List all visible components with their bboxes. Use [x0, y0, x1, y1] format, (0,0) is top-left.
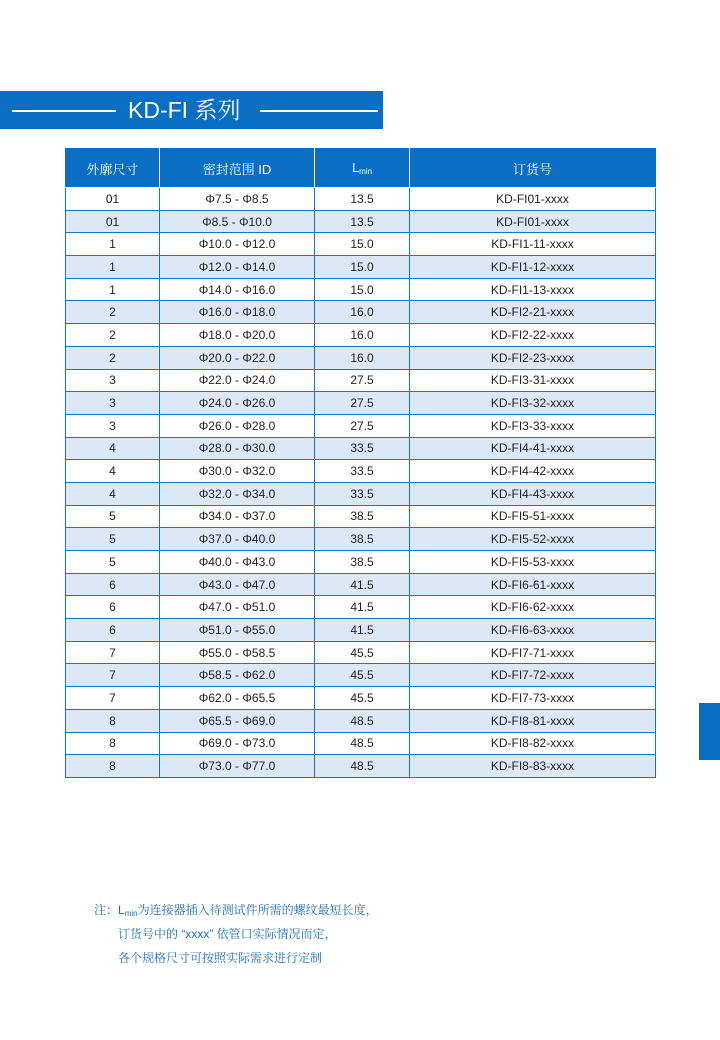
cell-seal-range: Φ47.0 - Φ51.0 [160, 596, 315, 619]
cell-lmin: 41.5 [315, 619, 410, 642]
table-header-row [66, 149, 656, 188]
cell-seal-range: Φ30.0 - Φ32.0 [160, 460, 315, 483]
cell-lmin: 33.5 [315, 482, 410, 505]
header-seal-range: 密封范围 ID [160, 149, 315, 188]
table-row [66, 755, 656, 778]
table-row [66, 414, 656, 437]
table-row [66, 437, 656, 460]
note-line-3: 各个规格尺寸可按照实际需求进行定制 [118, 951, 323, 965]
header-lmin-sub: min [359, 167, 373, 176]
cell-order-number: KD-FI8-81-xxxx [410, 709, 656, 732]
cell-seal-range: Φ55.0 - Φ58.5 [160, 641, 315, 664]
cell-lmin: 38.5 [315, 528, 410, 551]
cell-seal-range: Φ58.5 - Φ62.0 [160, 664, 315, 687]
table-row [66, 188, 656, 211]
table-row [66, 210, 656, 233]
cell-seal-range: Φ20.0 - Φ22.0 [160, 346, 315, 369]
spec-table [65, 148, 656, 778]
cell-outer-size: 5 [66, 551, 160, 574]
cell-seal-range: Φ51.0 - Φ55.0 [160, 619, 315, 642]
cell-order-number: KD-FI1-12-xxxx [410, 256, 656, 279]
cell-outer-size: 2 [66, 324, 160, 347]
cell-outer-size: 01 [66, 188, 160, 211]
table-row [66, 596, 656, 619]
section-title-bar [0, 91, 383, 129]
note-line-2: 订货号中的 “xxxx” 依管口实际情况而定， [118, 927, 337, 941]
cell-outer-size: 1 [66, 278, 160, 301]
cell-lmin: 45.5 [315, 641, 410, 664]
cell-outer-size: 4 [66, 460, 160, 483]
cell-order-number: KD-FI01-xxxx [410, 210, 656, 233]
cell-order-number: KD-FI7-71-xxxx [410, 641, 656, 664]
cell-order-number: KD-FI2-22-xxxx [410, 324, 656, 347]
cell-order-number: KD-FI3-32-xxxx [410, 392, 656, 415]
table-row [66, 619, 656, 642]
cell-order-number: KD-FI4-42-xxxx [410, 460, 656, 483]
cell-lmin: 13.5 [315, 188, 410, 211]
cell-outer-size: 8 [66, 709, 160, 732]
cell-seal-range: Φ12.0 - Φ14.0 [160, 256, 315, 279]
cell-seal-range: Φ43.0 - Φ47.0 [160, 573, 315, 596]
cell-seal-range: Φ16.0 - Φ18.0 [160, 301, 315, 324]
cell-seal-range: Φ14.0 - Φ16.0 [160, 278, 315, 301]
cell-seal-range: Φ24.0 - Φ26.0 [160, 392, 315, 415]
cell-order-number: KD-FI8-82-xxxx [410, 732, 656, 755]
cell-outer-size: 4 [66, 482, 160, 505]
cell-order-number: KD-FI5-53-xxxx [410, 551, 656, 574]
cell-outer-size: 3 [66, 392, 160, 415]
note-rest: 为连接器插入待测试件所需的螺纹最短长度， [137, 903, 378, 917]
cell-lmin: 27.5 [315, 369, 410, 392]
section-title: KD-FI 系列 [128, 97, 241, 123]
cell-seal-range: Φ10.0 - Φ12.0 [160, 233, 315, 256]
cell-outer-size: 2 [66, 301, 160, 324]
table-row [66, 709, 656, 732]
cell-order-number: KD-FI5-51-xxxx [410, 505, 656, 528]
cell-order-number: KD-FI7-72-xxxx [410, 664, 656, 687]
table-row [66, 324, 656, 347]
cell-lmin: 15.0 [315, 256, 410, 279]
table-row [66, 551, 656, 574]
notes [94, 898, 378, 970]
table-row [66, 233, 656, 256]
cell-order-number: KD-FI6-61-xxxx [410, 573, 656, 596]
cell-seal-range: Φ69.0 - Φ73.0 [160, 732, 315, 755]
cell-lmin: 16.0 [315, 346, 410, 369]
cell-order-number: KD-FI4-41-xxxx [410, 437, 656, 460]
cell-seal-range: Φ18.0 - Φ20.0 [160, 324, 315, 347]
cell-outer-size: 2 [66, 346, 160, 369]
cell-lmin: 48.5 [315, 732, 410, 755]
cell-lmin: 41.5 [315, 573, 410, 596]
cell-lmin: 45.5 [315, 687, 410, 710]
cell-seal-range: Φ65.5 - Φ69.0 [160, 709, 315, 732]
cell-order-number: KD-FI6-62-xxxx [410, 596, 656, 619]
table-row [66, 664, 656, 687]
title-divider-left [12, 110, 116, 112]
cell-lmin: 15.0 [315, 233, 410, 256]
cell-lmin: 27.5 [315, 392, 410, 415]
cell-order-number: KD-FI7-73-xxxx [410, 687, 656, 710]
cell-lmin: 48.5 [315, 755, 410, 778]
title-divider-right [260, 110, 378, 112]
cell-seal-range: Φ37.0 - Φ40.0 [160, 528, 315, 551]
cell-outer-size: 6 [66, 573, 160, 596]
cell-seal-range: Φ40.0 - Φ43.0 [160, 551, 315, 574]
cell-outer-size: 8 [66, 755, 160, 778]
cell-seal-range: Φ26.0 - Φ28.0 [160, 414, 315, 437]
table-row [66, 528, 656, 551]
cell-order-number: KD-FI8-83-xxxx [410, 755, 656, 778]
cell-outer-size: 7 [66, 687, 160, 710]
cell-order-number: KD-FI3-31-xxxx [410, 369, 656, 392]
cell-outer-size: 7 [66, 664, 160, 687]
table-row [66, 460, 656, 483]
cell-outer-size: 1 [66, 256, 160, 279]
table-row [66, 573, 656, 596]
cell-outer-size: 8 [66, 732, 160, 755]
table-row [66, 641, 656, 664]
header-order-number: 订货号 [410, 149, 656, 188]
cell-lmin: 15.0 [315, 278, 410, 301]
cell-seal-range: Φ28.0 - Φ30.0 [160, 437, 315, 460]
cell-lmin: 38.5 [315, 551, 410, 574]
cell-outer-size: 3 [66, 369, 160, 392]
cell-lmin: 45.5 [315, 664, 410, 687]
cell-seal-range: Φ7.5 - Φ8.5 [160, 188, 315, 211]
cell-order-number: KD-FI01-xxxx [410, 188, 656, 211]
note-line-1 [94, 898, 378, 922]
side-tab-marker [699, 703, 720, 760]
cell-order-number: KD-FI5-52-xxxx [410, 528, 656, 551]
note-sub: min [124, 909, 138, 918]
cell-lmin: 48.5 [315, 709, 410, 732]
cell-outer-size: 3 [66, 414, 160, 437]
cell-lmin: 27.5 [315, 414, 410, 437]
table-row [66, 256, 656, 279]
cell-outer-size: 01 [66, 210, 160, 233]
table-body [66, 188, 656, 778]
cell-seal-range: Φ73.0 - Φ77.0 [160, 755, 315, 778]
cell-lmin: 38.5 [315, 505, 410, 528]
cell-seal-range: Φ32.0 - Φ34.0 [160, 482, 315, 505]
cell-outer-size: 6 [66, 596, 160, 619]
table-row [66, 301, 656, 324]
cell-lmin: 33.5 [315, 437, 410, 460]
cell-outer-size: 7 [66, 641, 160, 664]
table-row [66, 687, 656, 710]
cell-order-number: KD-FI1-11-xxxx [410, 233, 656, 256]
cell-order-number: KD-FI2-23-xxxx [410, 346, 656, 369]
cell-lmin: 41.5 [315, 596, 410, 619]
cell-order-number: KD-FI3-33-xxxx [410, 414, 656, 437]
cell-lmin: 13.5 [315, 210, 410, 233]
cell-outer-size: 5 [66, 528, 160, 551]
cell-lmin: 33.5 [315, 460, 410, 483]
note-prefix: 注：L [94, 903, 125, 917]
cell-seal-range: Φ22.0 - Φ24.0 [160, 369, 315, 392]
table-row [66, 278, 656, 301]
cell-outer-size: 1 [66, 233, 160, 256]
cell-order-number: KD-FI1-13-xxxx [410, 278, 656, 301]
cell-seal-range: Φ8.5 - Φ10.0 [160, 210, 315, 233]
table-row [66, 482, 656, 505]
header-lmin [315, 149, 410, 188]
cell-lmin: 16.0 [315, 301, 410, 324]
cell-lmin: 16.0 [315, 324, 410, 347]
header-outer-size: 外廓尺寸 [66, 149, 160, 188]
table-row [66, 505, 656, 528]
cell-outer-size: 4 [66, 437, 160, 460]
cell-order-number: KD-FI4-43-xxxx [410, 482, 656, 505]
cell-outer-size: 6 [66, 619, 160, 642]
cell-seal-range: Φ34.0 - Φ37.0 [160, 505, 315, 528]
cell-order-number: KD-FI2-21-xxxx [410, 301, 656, 324]
cell-order-number: KD-FI6-63-xxxx [410, 619, 656, 642]
header-lmin-main: L [351, 160, 360, 175]
table-row [66, 392, 656, 415]
cell-outer-size: 5 [66, 505, 160, 528]
cell-seal-range: Φ62.0 - Φ65.5 [160, 687, 315, 710]
table-row [66, 732, 656, 755]
table-row [66, 346, 656, 369]
table-row [66, 369, 656, 392]
